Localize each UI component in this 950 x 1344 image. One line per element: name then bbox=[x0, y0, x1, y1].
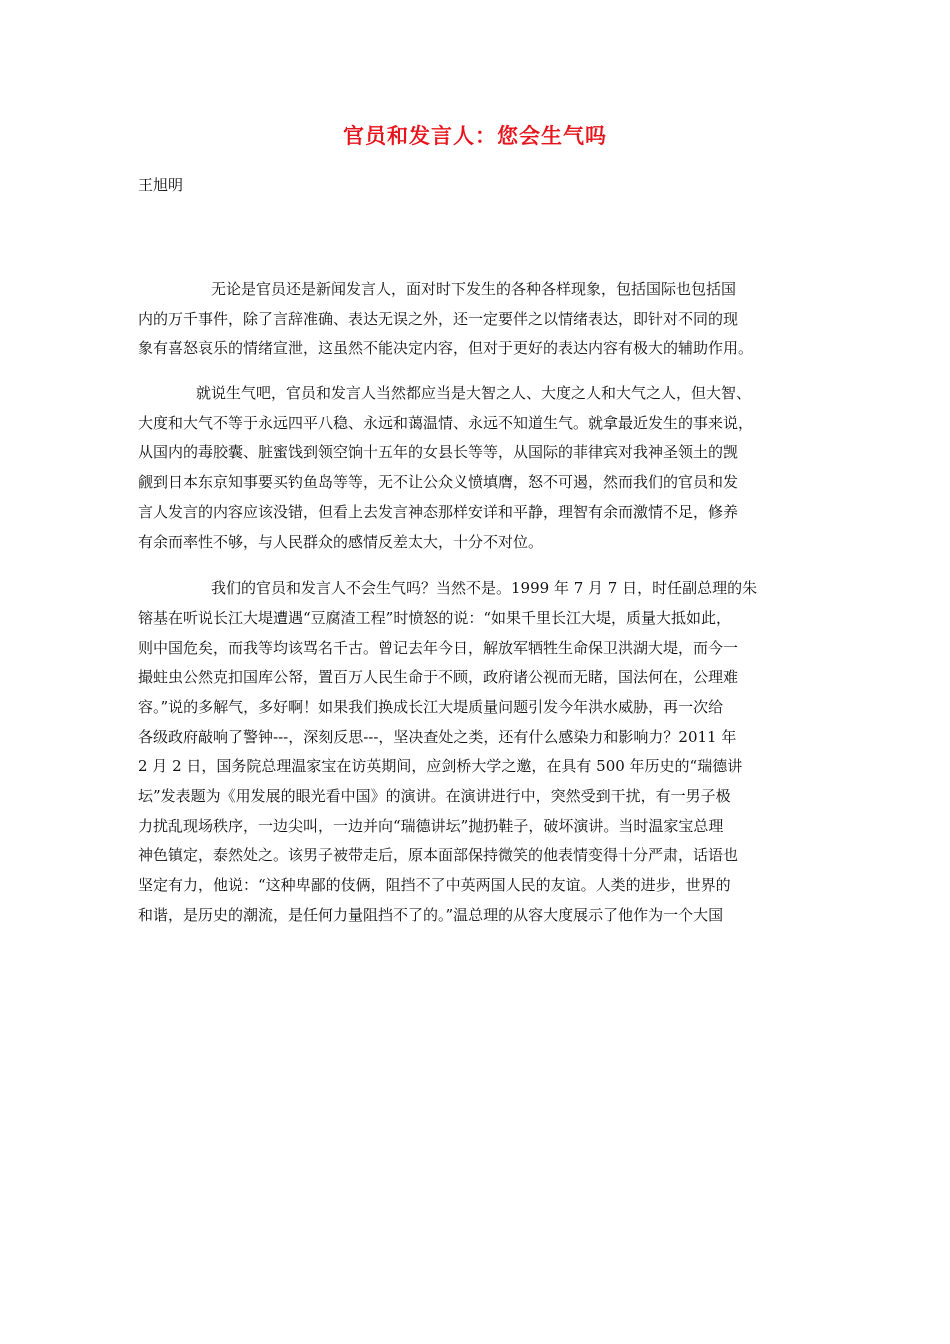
author-name: 王旭明 bbox=[138, 176, 184, 194]
text-line: 坛”发表题为《用发展的眼光看中国》的演讲。在演讲进行中，突然受到干扰，有一男子极 bbox=[138, 787, 731, 805]
text-line: 从国内的毒胶囊、脏蜜饯到领空饷十五年的女县长等等，从国际的菲律宾对我神圣领土的觊 bbox=[138, 443, 739, 462]
paragraph-2 bbox=[138, 379, 812, 557]
text-line: 有余而率性不够，与人民群众的感情反差太大，十分不对位。 bbox=[138, 532, 544, 551]
text-line: 坚定有力，他说：“这种卑鄙的伎俩，阻挡不了中英两国人民的友谊。人类的进步，世界的 bbox=[138, 876, 731, 895]
text-line: 就说生气吧，官员和发言人当然都应当是大智之人、大度之人和大气之人，但大智、 bbox=[196, 384, 752, 403]
text-line: 容。”说的多解气，多好啊！如果我们换成长江大堤质量问题引发今年洪水威胁，再一次给 bbox=[138, 697, 724, 716]
text-line: 撮蛀虫公然克扣国库公帑，置百万人民生命于不顾，政府诸公视而无睹，国法何在，公理难 bbox=[138, 668, 739, 687]
text-line: 则中国危矣，而我等均该骂名千古。曾记去年今日，解放军牺牲生命保卫洪湖大堤，而今一 bbox=[138, 638, 739, 657]
text-line: 大度和大气不等于永远四平八稳、永远和蔼温情、永远不知道生气。就拿最近发生的事来说， bbox=[138, 413, 754, 432]
paragraph-3 bbox=[138, 574, 812, 930]
document-title: 官员和发言人：您会生气吗 bbox=[343, 124, 607, 148]
text-line: 各级政府敲响了警钟---，深刻反思---，坚决查处之类，还有什么感染力和影响力？2011 年 bbox=[138, 727, 737, 746]
text-line: 镕基在听说长江大堤遭遇“豆腐渣工程”时愤怒的说：“如果千里长江大堤，质量大抵如此， bbox=[138, 608, 732, 627]
text-line: 神色镇定，泰然处之。该男子被带走后，原本面部保持微笑的他表情变得十分严肃，话语也 bbox=[138, 846, 739, 865]
text-line: 内的万千事件，除了言辞准确、表达无误之外，还一定要伴之以情绪表达，即针对不同的现 bbox=[138, 309, 739, 328]
text-line: 2 月 2 日，国务院总理温家宝在访英期间，应剑桥大学之邀，在具有 500 年历史的“瑞德讲 bbox=[138, 757, 743, 776]
text-line: 象有喜怒哀乐的情绪宣泄，这虽然不能决定内容，但对于更好的表达内容有极大的辅助作用。 bbox=[138, 339, 754, 358]
text-line: 言人发言的内容应该没错，但看上去发言神态那样安详和平静，理智有余而激情不足，修养 bbox=[138, 502, 739, 521]
article-body bbox=[138, 275, 812, 930]
text-line: 觎到日本东京知事要买钓鱼岛等等，无不让公众义愤填膺，怒不可遏，然而我们的官员和发 bbox=[138, 473, 739, 492]
text-line: 和谐，是历史的潮流，是任何力量阻挡不了的。”温总理的从容大度展示了他作为一个大国 bbox=[138, 905, 724, 924]
text-line: 力扰乱现场秩序，一边尖叫，一边并向“瑞德讲坛”抛扔鞋子，破坏演讲。当时温家宝总理 bbox=[138, 816, 724, 835]
paragraph-1 bbox=[138, 275, 812, 364]
text-line: 无论是官员还是新闻发言人，面对时下发生的各种各样现象，包括国际也包括国 bbox=[211, 280, 737, 298]
text-line: 我们的官员和发言人不会生气吗？当然不是。1999 年 7 月 7 日，时任副总理的朱 bbox=[211, 579, 758, 598]
